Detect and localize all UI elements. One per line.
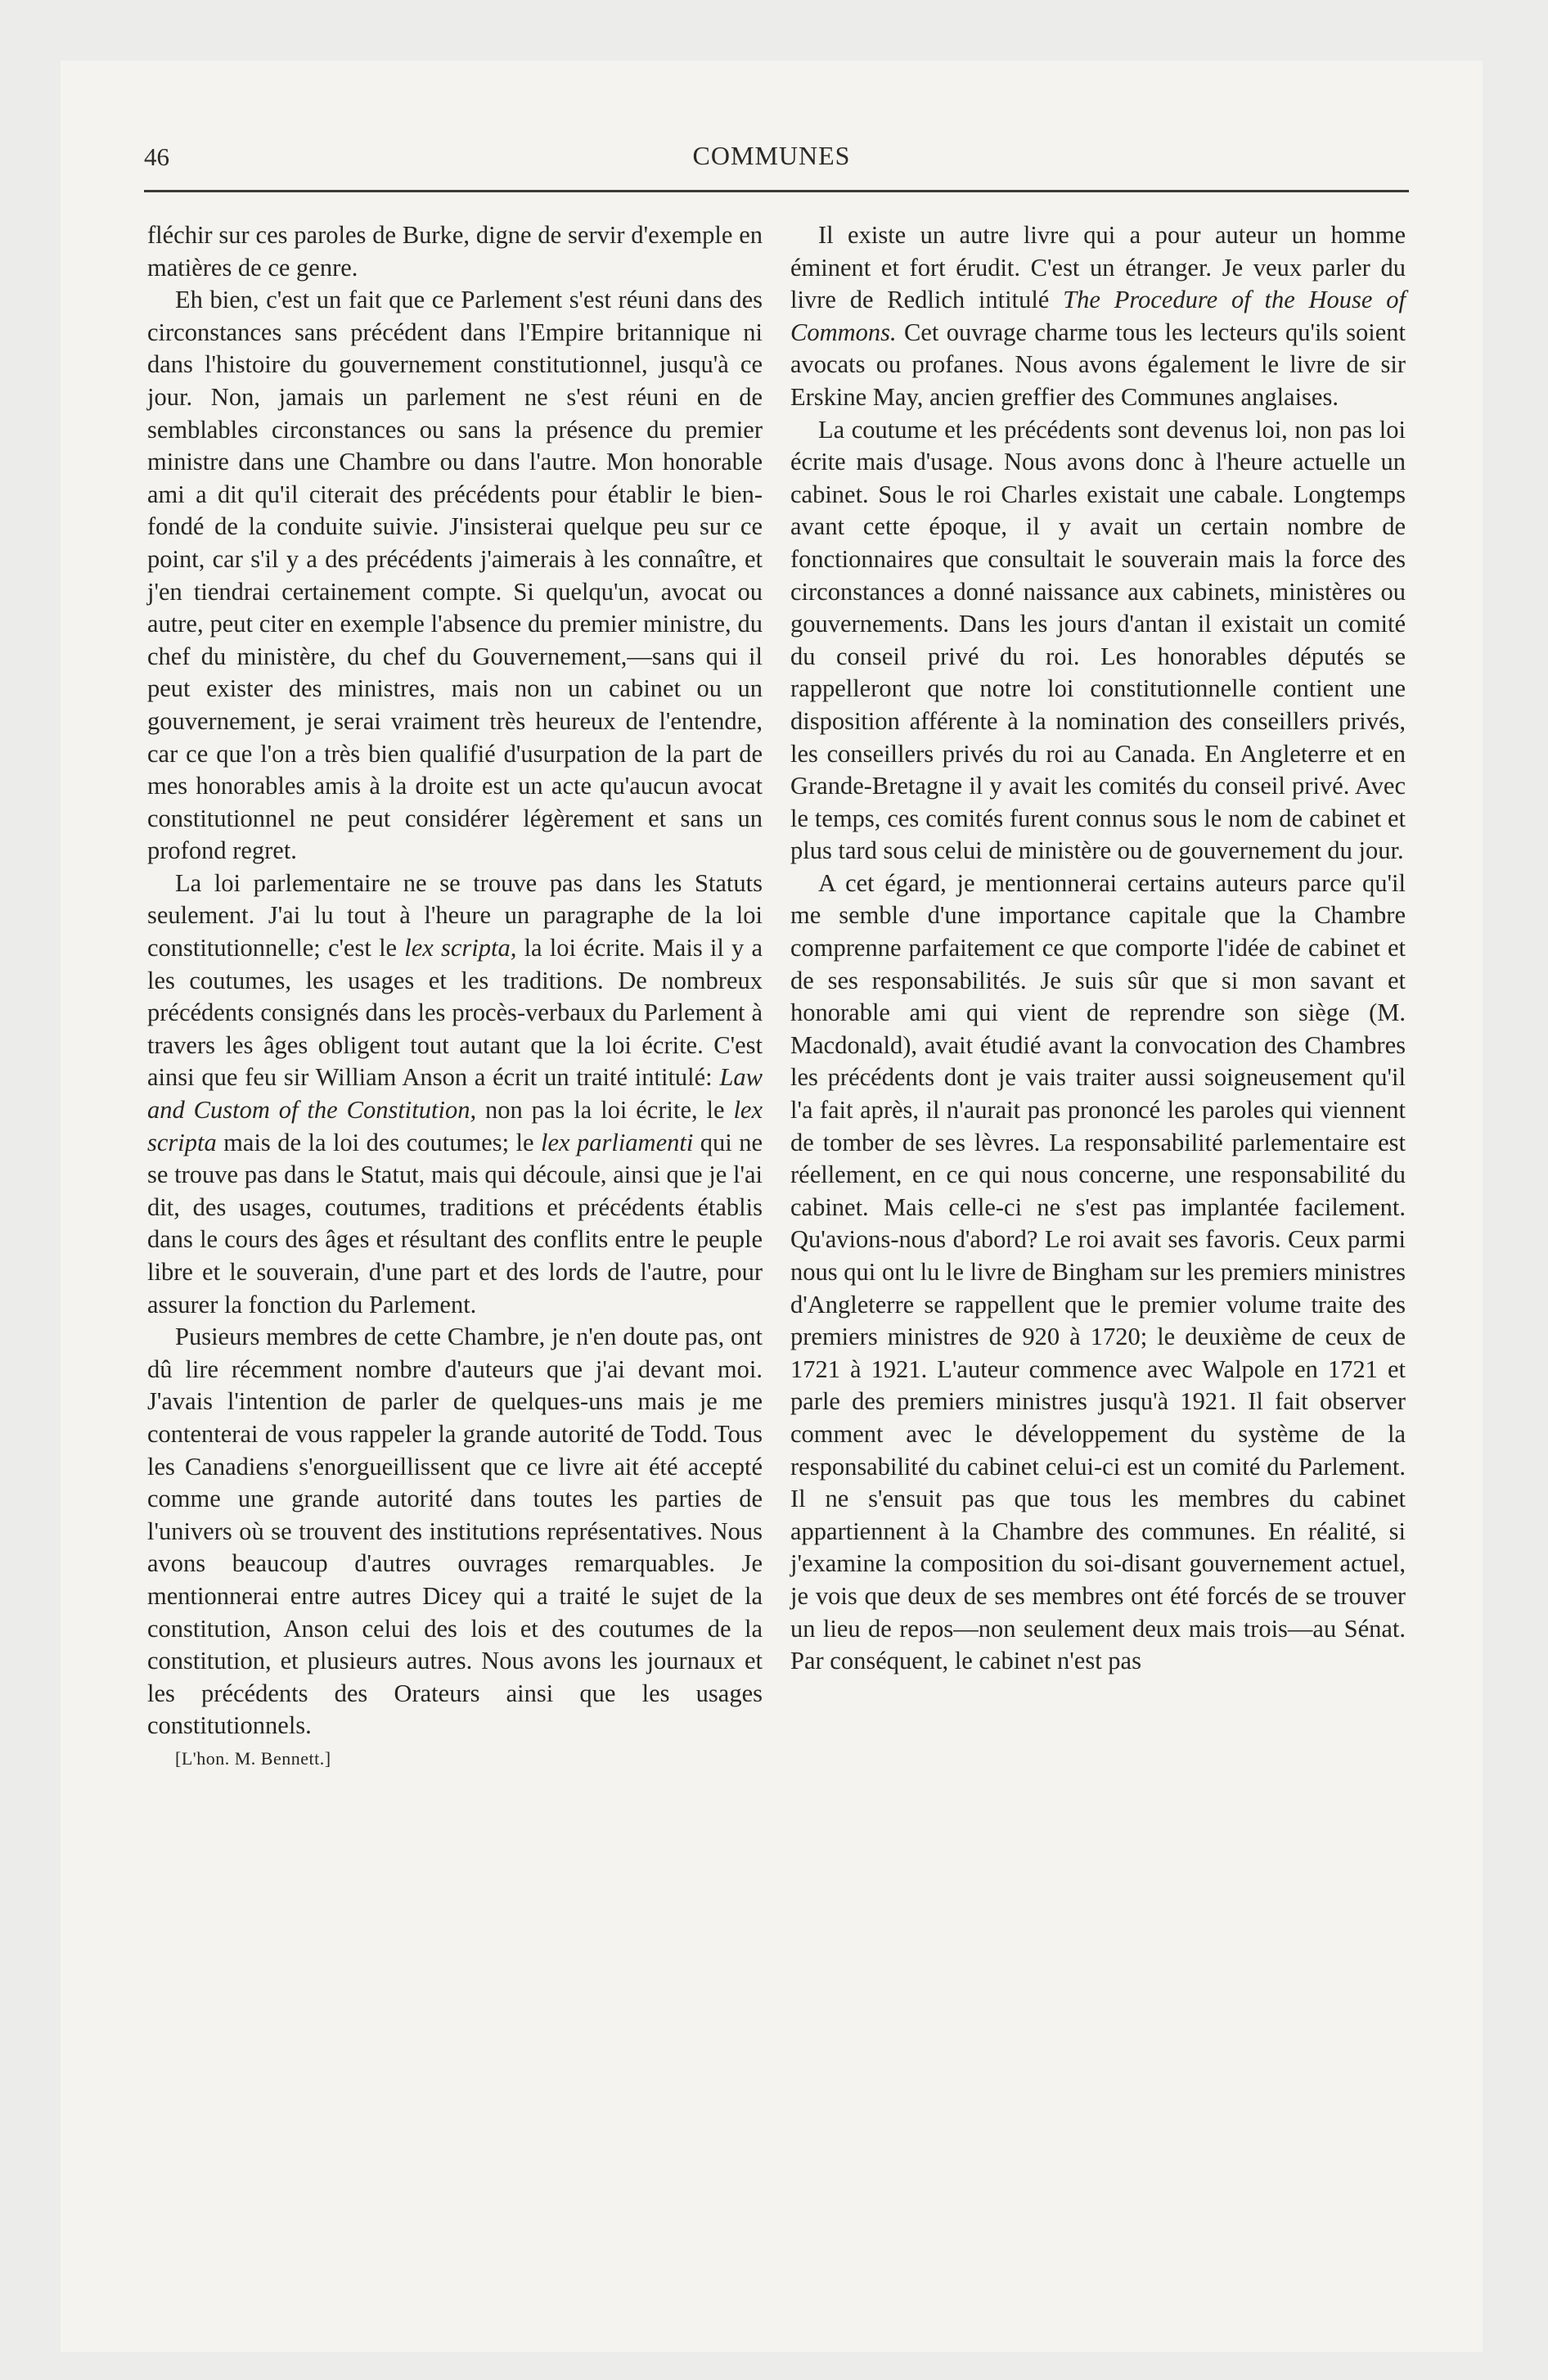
text-run: Cet ouvrage charme tous les lecteurs qu'ils soient avocats ou profanes. Nous avons également le livre de sir Erskine May, ancien greffier des Communes anglaises. bbox=[790, 318, 1406, 411]
italic-term: lex parliamenti bbox=[540, 1128, 694, 1156]
speaker-attribution: [L'hon. M. Bennett.] bbox=[175, 1747, 331, 1769]
text-run: mais de la loi des coutumes; le bbox=[216, 1128, 541, 1156]
paragraph: Pusieurs membres de cette Chambre, je n'en doute pas, ont dû lire récemment nombre d'auteurs que j'ai devant moi. J'avais l'intention de parler de quelques-uns mais je me contenterai de vous rappeler la grande autorité de Todd. Tous les Canadiens s'enorgueillissent que ce livre ait été accepté comme une grande autorité dans toutes les parties de l'univers où se trouvent des institutions représentatives. Nous avons beaucoup d'autres ouvrages remarquables. Je mentionnerai entre autres Dicey qui a traité le sujet de la constitution, Anson celui des lois et des coutumes de la constitution, et plusieurs autres. Nous avons les journaux et les précédents des Orateurs ainsi que les usages constitutionnels. bbox=[147, 1323, 763, 1740]
right-column bbox=[790, 219, 1406, 1678]
page-header bbox=[61, 61, 1483, 208]
text-run: non pas la loi écrite, le bbox=[476, 1096, 734, 1125]
left-column bbox=[147, 219, 763, 1775]
paragraph: A cet égard, je mentionnerai certains auteurs parce qu'il me semble d'une importance capitale que la Chambre comprenne parfaitement ce que comporte l'idée de cabinet et de ses responsabilités. Je suis sûr que si mon savant et honorable ami qui vient de reprendre son siège (M. Macdonald), avait étudié avant la convocation des Chambres les précédents dont je vais traiter aussi soigneusement qu'il l'a fait après, il n'aurait pas prononcé les paroles qui viennent de tomber de ses lèvres. La responsabilité parlementaire est réellement, en ce qui nous concerne, une responsabilité du cabinet. Mais celle-ci ne s'est pas implantée facilement. Qu'avions-nous d'abord? Le roi avait ses favoris. Ceux parmi nous qui ont lu le livre de Bingham sur les premiers ministres d'Angleterre se rappellent que le premier volume traite des premiers ministres de 920 à 1720; le deuxième de ceux de 1721 à 1921. L'auteur commence avec Walpole en 1721 et parle des premiers ministres jusqu'à 1921. Il fait observer comment avec le développement du système de la responsabilité du cabinet celui-ci est un comité du Parlement. Il ne s'ensuit pas que tous les membres du cabinet appartiennent à la Chambre des communes. En réalité, si j'examine la composition du soi-disant gouvernement actuel, je vois que deux de ses membres ont été forcés de se trouver un lieu de repos—non seulement deux mais trois—au Sénat. Par conséquent, le cabinet n'est pas bbox=[790, 868, 1406, 1675]
text-run: La loi parlementaire ne se trouve pas dans les Statuts seulement. J'ai lu tout à l'heure un paragraphe de la loi constitutionnelle; c'est le bbox=[147, 868, 763, 962]
italic-term: lex scripta, bbox=[404, 934, 517, 962]
document-page bbox=[61, 61, 1483, 2352]
paragraph: fléchir sur ces paroles de Burke, digne de servir d'exemple en matières de ce genre. bbox=[147, 221, 763, 282]
paragraph bbox=[790, 219, 1406, 414]
paragraph bbox=[147, 868, 763, 1321]
text-run: qui ne se trouve pas dans le Statut, mais qui découle, ainsi que je l'ai dit, des usages, coutumes, traditions et précédents établis dans le cours des âges et résultant des conflits entre le peuple libre et le souverain, d'une part et des lords de l'autre, pour assurer la fonction du Parlement. bbox=[147, 1128, 763, 1318]
page-number: 46 bbox=[144, 142, 169, 171]
italic-book-title: Law and Custom of the Constitution, bbox=[147, 1063, 763, 1125]
paragraph: Eh bien, c'est un fait que ce Parlement s'est réuni dans des circonstances sans précédent dans l'Empire britannique ni dans l'histoire du gouvernement constitutionnel, jusqu'à ce jour. Non, jamais un parlement ne s'est réuni en de semblables circonstances ou sans la présence du premier ministre dans une Chambre ou dans l'autre. Mon honorable ami a dit qu'il citerait des précédents pour établir le bien-fondé de la conduite suivie. J'insisterai quelque peu sur ce point, car s'il y a des précédents j'aimerais à les connaître, et j'en tiendrai certainement compte. Si quelqu'un, avocat ou autre, peut citer en exemple l'absence du premier ministre, du chef du ministère, du chef du Gouvernement,—sans qui il peut exister des ministres, mais non un cabinet ou un gouvernement, je serai vraiment très heureux de l'entendre, car ce que l'on a très bien qualifié d'usurpation de la part de mes honorables amis à la droite est un acte qu'aucun avocat constitutionnel ne peut considérer légèrement et sans un profond regret. bbox=[147, 286, 763, 865]
italic-term: lex scripta bbox=[147, 1096, 763, 1156]
header-rule bbox=[144, 190, 1409, 192]
running-title: COMMUNES bbox=[692, 141, 851, 170]
text-run: la loi écrite. Mais il y a les coutumes, les usages et les traditions. De nombreux précédents consignés dans les procès-verbaux du Parlement à travers les âges obligent tout autant que la loi écrite. C'est ainsi que feu sir William Anson a écrit un traité intitulé: bbox=[147, 934, 763, 1092]
paragraph: La coutume et les précédents sont devenus loi, non pas loi écrite mais d'usage. Nous avons donc à l'heure actuelle un cabinet. Sous le roi Charles existait une cabale. Longtemps avant cette époque, il y avait un certain nombre de fonctionnaires que consultait le souverain mais la force des circonstances a donné naissance aux cabinets, ministères ou gouvernements. Dans les jours d'antan il existait un comité du conseil privé du roi. Les honorables députés se rappelleront que notre loi constitutionnelle contient une disposition afférente à la nomination des conseillers privés, les conseillers privés du roi au Canada. En Angleterre et en Grande-Bretagne il y avait les comités du conseil privé. Avec le temps, ces comités furent connus sous le nom de cabinet et plus tard sous celui de ministère ou de gouvernement du jour. bbox=[790, 415, 1406, 865]
text-run: Il existe un autre livre qui a pour auteur un homme éminent et fort érudit. C'est un étranger. Je veux parler du livre de Redlich intitulé bbox=[790, 221, 1406, 314]
italic-book-title: The Procedure of the House of Commons. bbox=[790, 286, 1406, 346]
